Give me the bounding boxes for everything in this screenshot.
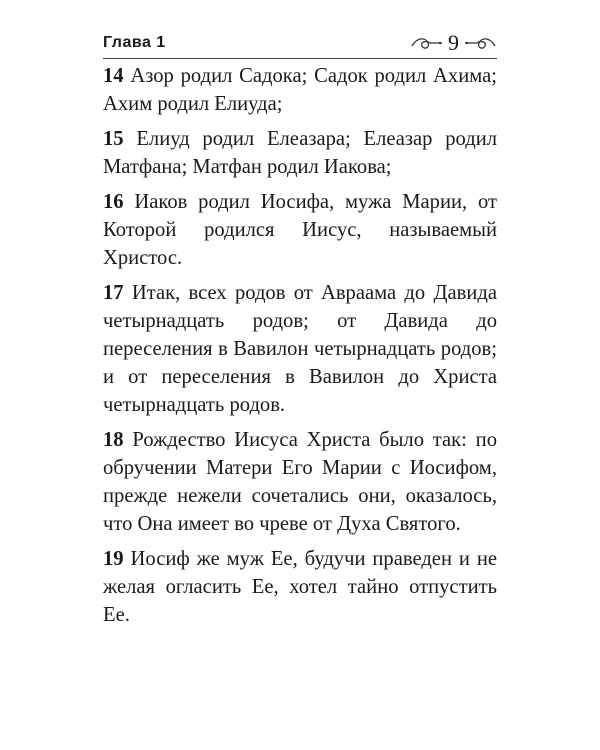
ornament-right-icon	[463, 34, 497, 52]
verse-number: 15	[103, 128, 124, 150]
verse-number: 19	[103, 548, 124, 570]
verse-16	[103, 188, 497, 272]
chapter-title: Глава 1	[103, 34, 166, 51]
verse-text: Иаков родил Иосифа, мужа Марии, от Которой родился Иисус, называемый Христос.	[103, 191, 497, 269]
verse-19	[103, 545, 497, 629]
verse-text: Рождество Иисуса Христа было так: по обручении Матери Его Марии с Иосифом, прежде нежели сочетались они, оказалось, что Она имеет во чреве от Духа Святого.	[103, 429, 497, 535]
verse-text: Елиуд родил Елеазара; Елеазар родил Матфана; Матфан родил Иакова;	[103, 128, 497, 178]
verse-15	[103, 125, 497, 181]
header-divider	[103, 58, 497, 59]
verse-list	[103, 62, 497, 636]
page-header	[103, 30, 497, 56]
verse-text: Азор родил Садока; Садок родил Ахима; Ахим родил Елиуда;	[103, 65, 497, 115]
ornament-left-icon	[410, 34, 444, 52]
verse-number: 18	[103, 429, 124, 451]
verse-18	[103, 426, 497, 538]
verse-17	[103, 279, 497, 419]
verse-number: 16	[103, 191, 124, 213]
verse-number: 14	[103, 65, 124, 87]
verse-text: Иосиф же муж Ее, будучи праведен и не желая огласить Ее, хотел тайно отпустить Ее.	[103, 548, 497, 626]
verse-14	[103, 62, 497, 118]
verse-number: 17	[103, 282, 124, 304]
verse-text: Итак, всех родов от Авраама до Давида четырнадцать родов; от Давида до переселения в Вавилон четырнадцать родов; и от переселения в Вавилон до Христа четырнадцать родов.	[103, 282, 497, 416]
page-number: 9	[448, 30, 459, 55]
page-number-ornament	[410, 30, 497, 56]
